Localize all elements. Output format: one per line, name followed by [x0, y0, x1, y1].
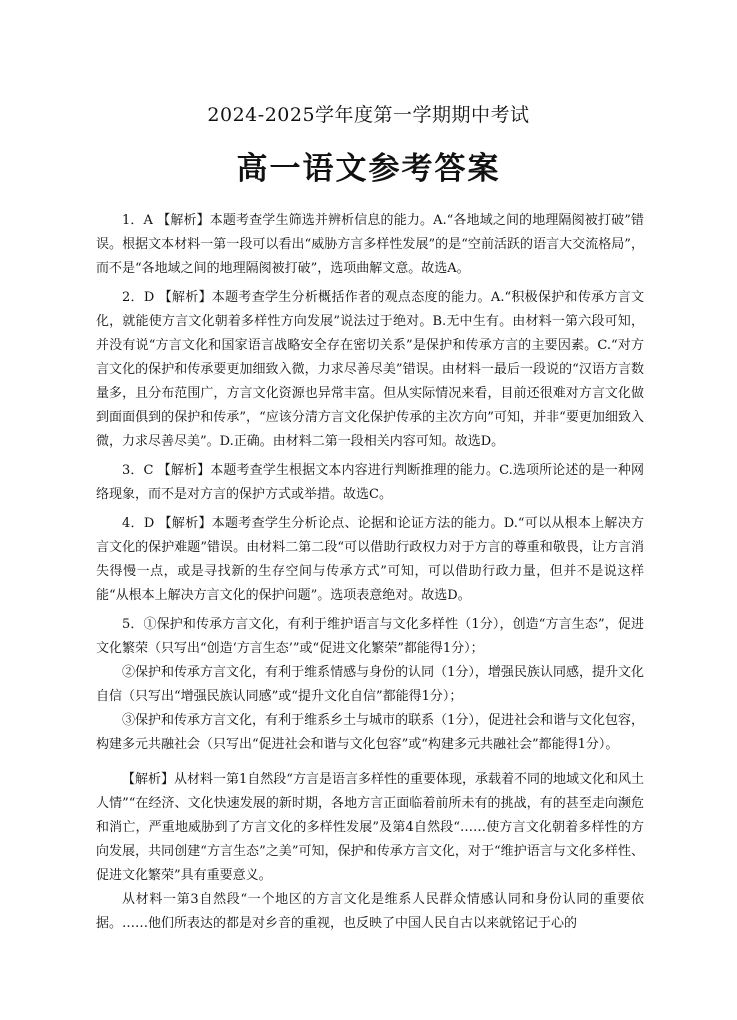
- answer-content: [96, 209, 644, 936]
- answer-5-point-3: ③保护和传承方言文化，有利于维系乡土与城市的联系（1分），促进社会和谐与文化包容，构建多元共融社会（只写出“促进社会和谐与文化包容”或“构建多元共融社会”都能得1分）。: [96, 713, 644, 752]
- answer-2: 2．D 【解析】本题考查学生分析概括作者的观点态度的能力。A.“积极保护和传承方言文化，就能使方言文化朝着多样性方向发展”说法过于绝对。B.无中生有。由材料一第六段可知，并没有说“方言文化和国家语言战略安全存在密切关系”是保护和传承方言的主要因素。C.“对方言文化的保护和传承要更加细致入微，力求尽善尽美”错误。由材料一最后一段说的“汉语方言数量多，且分布范围广，方言文化资源也异常丰富。但从实际情况来看，目前还很难对方言文化做到面面俱到的保护和传承”，“应该分清方言文化保护传承的主次方向”可知，并非“要更加细致入微，力求尽善尽美”。D.正确。由材料二第一段相关内容可知。故选D。: [96, 290, 644, 449]
- document-title: 高一语文参考答案: [236, 151, 501, 187]
- exam-title: 2024-2025学年度第一学期期中考试: [207, 104, 530, 126]
- answer-5-point-2: ②保护和传承方言文化，有利于维系情感与身份的认同（1分），增强民族认同感，提升文化自信（只写出“增强民族认同感”或“提升文化自信”都能得1分）；: [96, 665, 644, 704]
- answer-5-analysis-continued: 从材料一第3自然段“一个地区的方言文化是维系人民群众情感认同和身份认同的重要依据。……他们所表达的都是对乡音的重视，也反映了中国人民自古以来就铭记于心的: [96, 892, 644, 931]
- answer-4: 4．D 【解析】本题考查学生分析论点、论据和论证方法的能力。D.“可以从根本上解决方言文化的保护难题”错误。由材料二第二段“可以借助行政权力对于方言的尊重和敬畏，让方言消失得慢一点，或是寻找新的生存空间与传承方式”可知，可以借助行政力量，但并不是说这样能“从根本上解决方言文化的保护问题”。选项表意绝对。故选D。: [96, 516, 644, 603]
- answer-5-point-1: 5．①保护和传承方言文化，有利于维护语言与文化多样性（1分），创造“方言生态”，促进文化繁荣（只写出“创造‘方言生态’”或“促进文化繁荣”都能得1分）；: [96, 617, 644, 656]
- answer-3: 3．C 【解析】本题考查学生根据文本内容进行判断推理的能力。C.选项所论述的是一种网络现象，而不是对方言的保护方式或举措。故选C。: [96, 463, 644, 502]
- answer-5-analysis: 【解析】从材料一第1自然段“方言是语言多样性的重要体现，承载着不同的地域文化和风土人情”“在经济、文化快速发展的新时期，各地方言正面临着前所未有的挑战，有的甚至走向濒危和消亡，严重地威胁到了方言文化的多样性发展”及第4自然段“……使方言文化朝着多样性的方向发展，共同创建“方言生态”之美”可知，保护和传承方言文化，对于“维护语言与文化多样性、促进文化繁荣”具有重要意义。: [96, 772, 644, 883]
- answer-1: 1．A 【解析】本题考查学生筛选并辨析信息的能力。A.“各地域之间的地理隔阂被打破”错误。根据文本材料一第一段可以看出“威胁方言多样性发展”的是“空前活跃的语言大交流格局”，而不是“各地域之间的地理隔阂被打破”，选项曲解文意。故选A。: [96, 213, 644, 276]
